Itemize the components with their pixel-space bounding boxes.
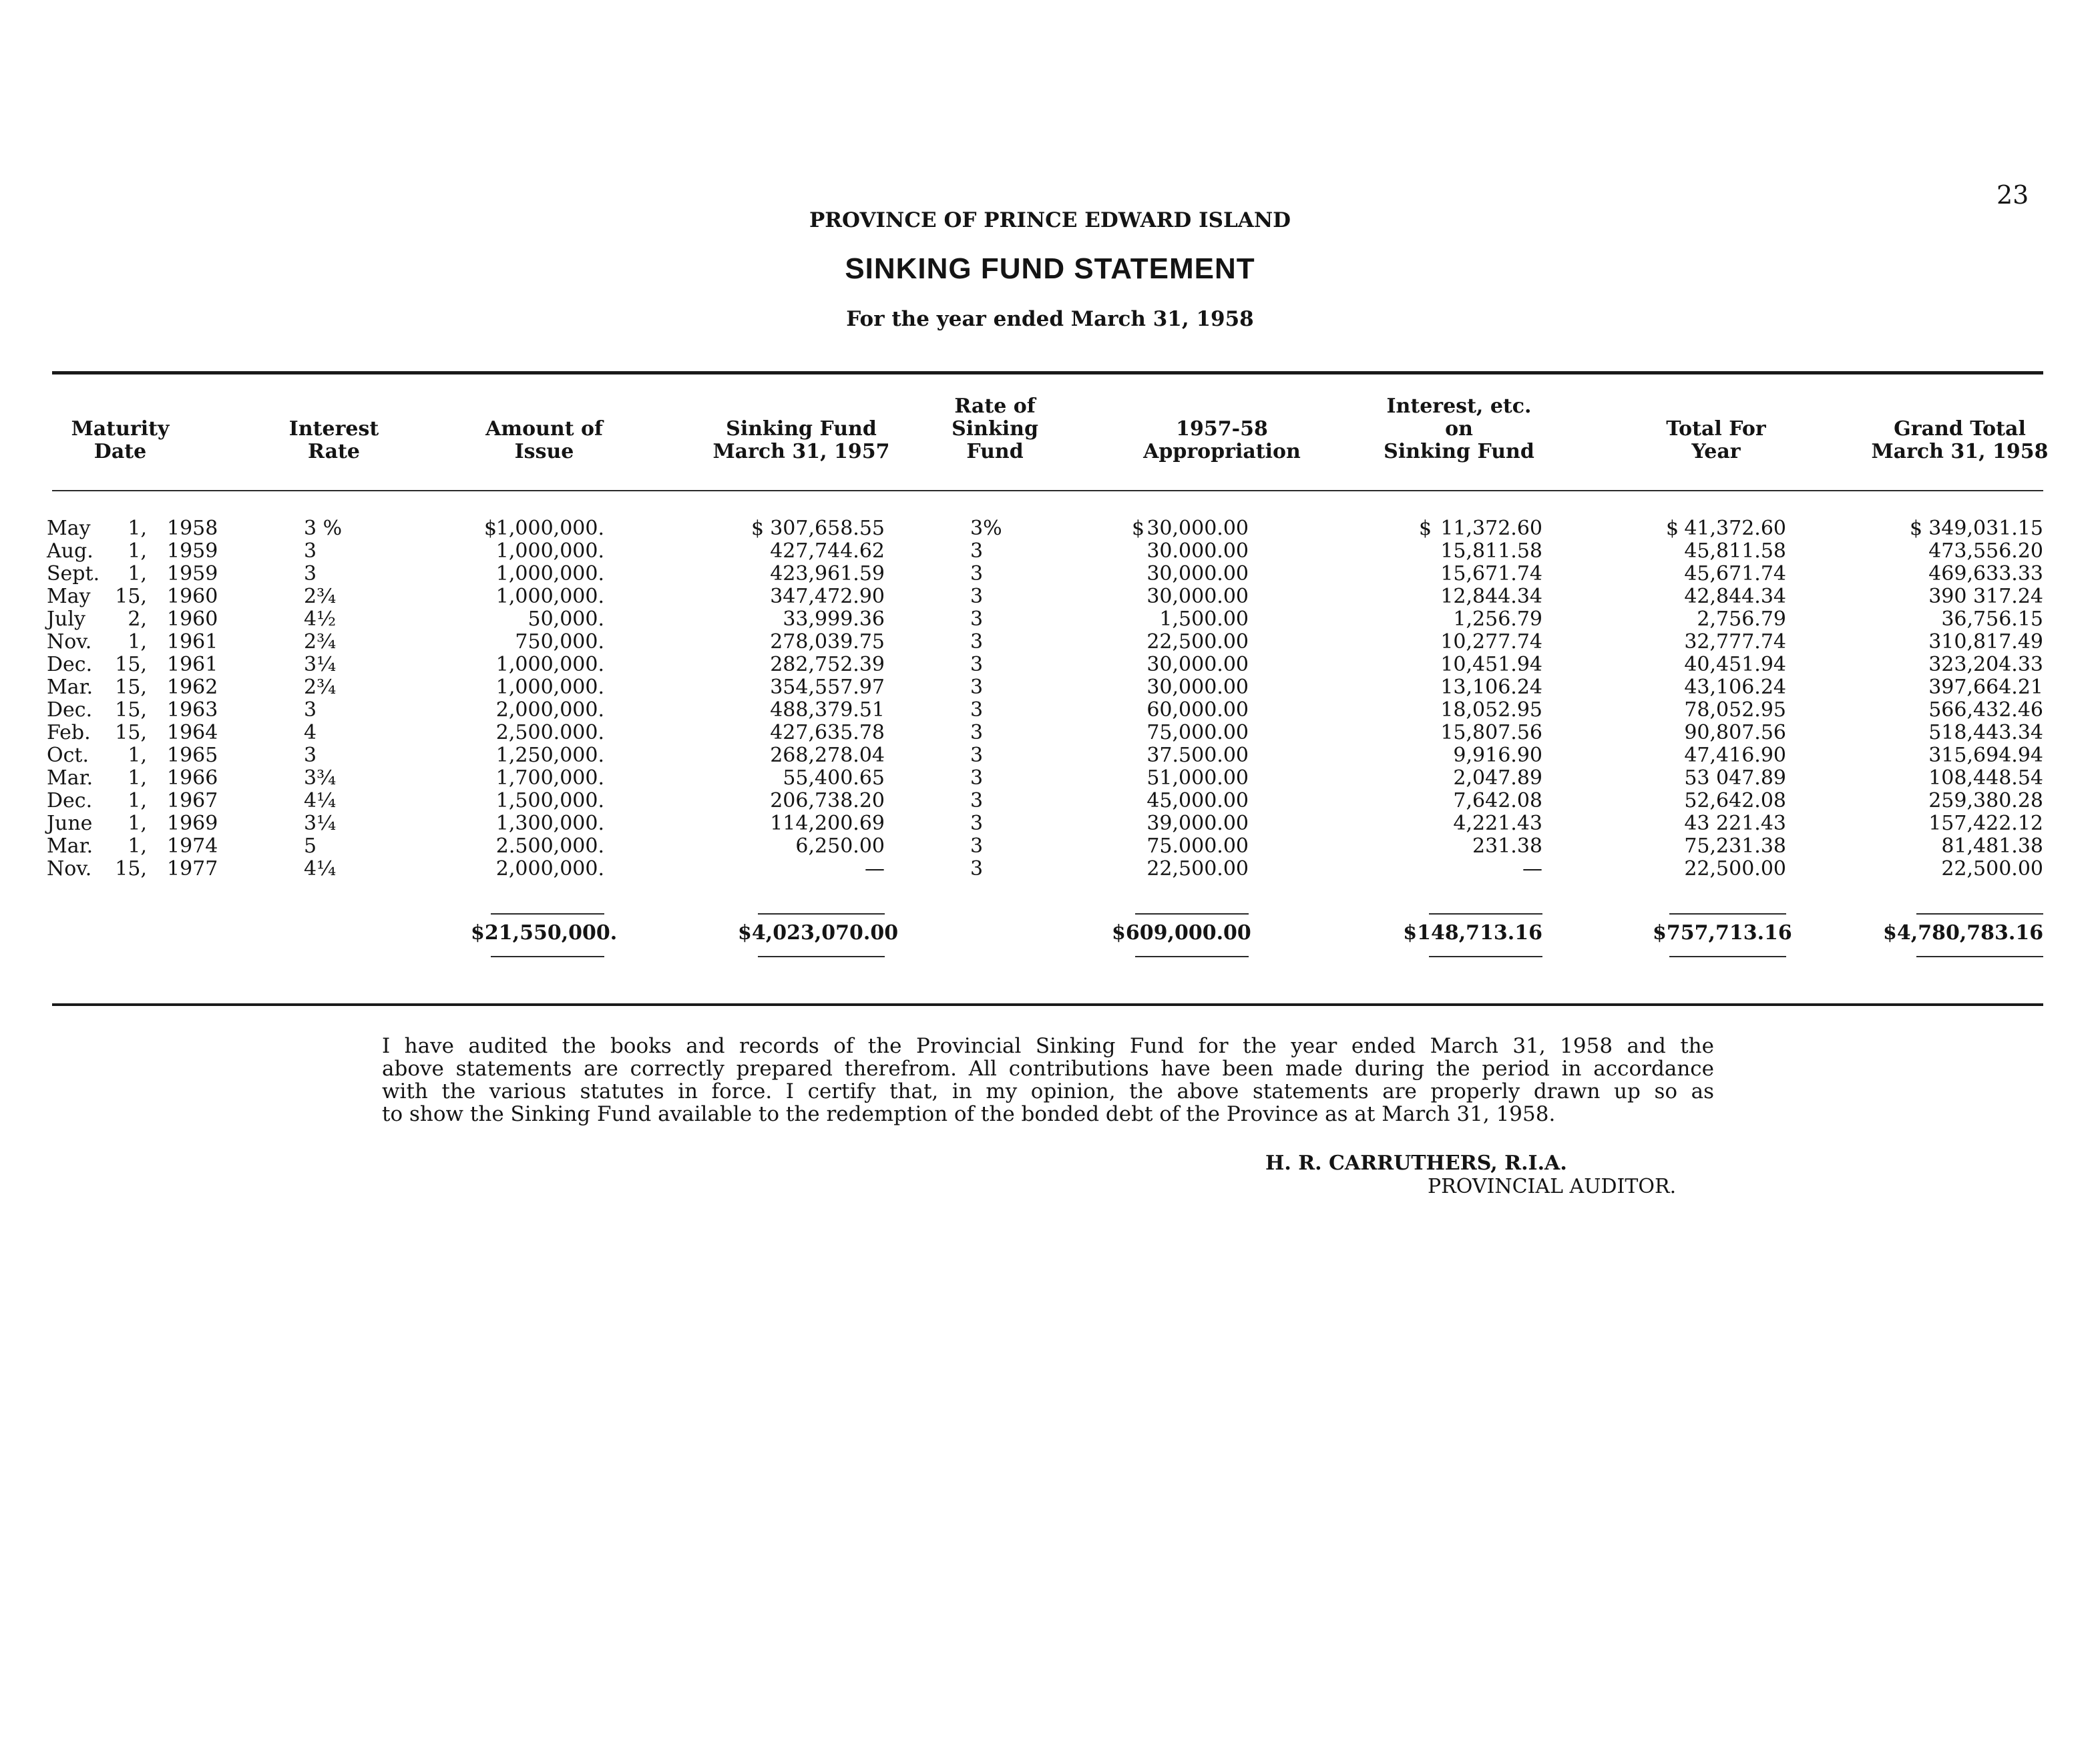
interest-rate: 3 (304, 698, 317, 722)
maturity-day: 1, (128, 834, 147, 858)
maturity-year: 1963 (167, 698, 218, 722)
total-line-tot-bottom (1669, 956, 1786, 957)
grand-total-cell: 36,756.15 (1941, 607, 2043, 631)
header-appropriation: 1957-58 Appropriation (1143, 417, 1301, 463)
grand-total-cell: 473,556.20 (1928, 539, 2043, 563)
maturity-month: Mar. (47, 834, 93, 858)
table-row (0, 540, 2100, 563)
interest-rate: 3 % (304, 517, 343, 540)
table-row (0, 699, 2100, 722)
province-heading: PROVINCE OF PRINCE EDWARD ISLAND (809, 208, 1291, 232)
sinking-fund-1957: 206,738.20 (770, 789, 885, 812)
amount-of-issue: 2.500,000. (495, 834, 604, 858)
table-row (0, 722, 2100, 744)
sinking-fund-1957: 307,658.55 (770, 517, 885, 540)
maturity-day: 1, (128, 630, 147, 654)
total-for-year: 90,807.56 (1684, 721, 1786, 744)
auditor-title: PROVINCIAL AUDITOR. (1428, 1175, 1677, 1198)
interest-on-sinking-fund: — (1522, 857, 1542, 880)
total-for-year: 45,811.58 (1684, 539, 1786, 563)
maturity-month: Mar. (47, 766, 93, 790)
interest-on-sinking-fund: 10,451.94 (1440, 653, 1542, 676)
sinking-fund-1957: 55,400.65 (783, 766, 885, 790)
interest-on-sinking-fund: 2,047.89 (1453, 766, 1542, 790)
rate-of-sinking-fund: 3 (970, 766, 984, 790)
appropriation: 39,000.00 (1146, 812, 1249, 835)
grand-total-cell: 108,448.54 (1928, 766, 2043, 790)
interest-on-sinking-fund: 11,372.60 (1440, 517, 1542, 540)
sinking-fund-1957: 278,039.75 (770, 630, 885, 654)
maturity-month: Oct. (47, 744, 89, 767)
header-rule (52, 490, 2043, 491)
maturity-year: 1977 (167, 857, 218, 880)
appropriation: 22,500.00 (1146, 857, 1249, 880)
interest-on-sinking-fund: 12,844.34 (1440, 585, 1542, 608)
maturity-month: July (47, 607, 85, 631)
table-row (0, 790, 2100, 812)
dollar-sign: $ (1666, 517, 1679, 540)
maturity-month: Dec. (47, 789, 93, 812)
sinking-fund-1957: — (865, 857, 885, 880)
grand-total-cell: 259,380.28 (1928, 789, 2043, 812)
rate-of-sinking-fund: 3 (970, 585, 984, 608)
table-row (0, 608, 2100, 631)
interest-rate: 3 (304, 744, 317, 767)
interest-rate: 2¾ (304, 585, 337, 608)
appropriation: 22,500.00 (1146, 630, 1249, 654)
appropriation: 51,000.00 (1146, 766, 1249, 790)
grand-total-cell: 323,204.33 (1928, 653, 2043, 676)
maturity-year: 1959 (167, 562, 218, 585)
audit-line: with the various statutes in force. I certify that, in my opinion, the above statements are properly drawn up so as (382, 1079, 1714, 1103)
audit-statement (382, 1035, 1714, 1125)
amount-of-issue: 1,300,000. (495, 812, 604, 835)
rate-of-sinking-fund: 3 (970, 789, 984, 812)
header-total-for-year: Total For Year (1666, 417, 1766, 463)
appropriation: 30,000.00 (1146, 585, 1249, 608)
total-line-gt-bottom (1916, 956, 2043, 957)
table-row (0, 835, 2100, 858)
rate-of-sinking-fund: 3 (970, 834, 984, 858)
interest-rate: 5 (304, 834, 317, 858)
sinking-fund-table (0, 517, 2100, 880)
rate-of-sinking-fund: 3 (970, 721, 984, 744)
amount-of-issue: 1,000,000. (495, 562, 604, 585)
maturity-day: 1, (128, 789, 147, 812)
grand-total: $4,780,783.16 (1883, 921, 2044, 945)
interest-on-sinking-fund: 231.38 (1472, 834, 1542, 858)
bottom-rule (52, 1003, 2043, 1006)
interest-on-sinking-fund: 10,277.74 (1440, 630, 1542, 654)
maturity-month: Aug. (47, 539, 93, 563)
header-grand-total: Grand Total March 31, 1958 (1871, 417, 2049, 463)
interest-on-sinking-fund: 18,052.95 (1440, 698, 1542, 722)
dollar-sign: $ (1419, 517, 1432, 540)
interest-rate: 4¼ (304, 857, 337, 880)
interest-on-sinking-fund: 9,916.90 (1453, 744, 1542, 767)
maturity-month: June (47, 812, 93, 835)
total-line-sf-bottom (758, 956, 885, 957)
total-for-year: 43,106.24 (1684, 676, 1786, 699)
maturity-year: 1961 (167, 653, 218, 676)
sinking-fund-1957: 354,557.97 (770, 676, 885, 699)
interest-on-sinking-fund: 4,221.43 (1453, 812, 1542, 835)
total-line-int-top (1429, 913, 1542, 915)
total-for-year: 45,671.74 (1684, 562, 1786, 585)
maturity-day: 15, (115, 676, 147, 699)
maturity-day: 1, (128, 517, 147, 540)
total-for-year: 53 047.89 (1684, 766, 1786, 790)
table-row (0, 744, 2100, 767)
interest-rate: 4½ (304, 607, 337, 631)
rate-of-sinking-fund: 3 (970, 653, 984, 676)
amount-of-issue: 2,000,000. (495, 857, 604, 880)
interest-rate: 2¾ (304, 630, 337, 654)
amount-of-issue: 1,000,000. (495, 517, 604, 540)
total-amount-of-issue: $21,550,000. (471, 921, 618, 945)
statement-title: SINKING FUND STATEMENT (845, 252, 1255, 285)
interest-rate: 3 (304, 539, 317, 563)
auditor-name: H. R. CARRUTHERS, R.I.A. (1265, 1152, 1567, 1175)
amount-of-issue: 1,700,000. (495, 766, 604, 790)
total-sinking-fund-1957: $4,023,070.00 (738, 921, 899, 945)
maturity-year: 1960 (167, 607, 218, 631)
header-rate-of-sinking-fund: Rate of Sinking Fund (952, 395, 1038, 463)
rate-of-sinking-fund: 3 (970, 857, 984, 880)
grand-total-cell: 390 317.24 (1928, 585, 2043, 608)
amount-of-issue: 50,000. (528, 607, 604, 631)
audit-line: to show the Sinking Fund available to the redemption of the bonded debt of the Province as at March 31, 1958. (382, 1102, 1556, 1126)
interest-rate: 3¼ (304, 812, 337, 835)
total-for-year: 22,500.00 (1684, 857, 1786, 880)
rate-of-sinking-fund: 3 (970, 562, 984, 585)
appropriation: 1,500.00 (1159, 607, 1249, 631)
statement-subtitle: For the year ended March 31, 1958 (846, 307, 1254, 331)
maturity-year: 1966 (167, 766, 218, 790)
table-row (0, 517, 2100, 540)
total-for-year: 78,052.95 (1684, 698, 1786, 722)
rate-of-sinking-fund: 3 (970, 676, 984, 699)
grand-total-cell: 566,432.46 (1928, 698, 2043, 722)
maturity-year: 1961 (167, 630, 218, 654)
appropriation: 30,000.00 (1146, 676, 1249, 699)
grand-total-cell: 22,500.00 (1941, 857, 2043, 880)
appropriation: 30,000.00 (1146, 562, 1249, 585)
maturity-day: 15, (115, 698, 147, 722)
sinking-fund-1957: 427,744.62 (770, 539, 885, 563)
maturity-year: 1960 (167, 585, 218, 608)
dollar-sign: $ (751, 517, 765, 540)
dollar-sign: $ (484, 517, 497, 540)
table-row (0, 676, 2100, 699)
total-for-year: 40,451.94 (1684, 653, 1786, 676)
total-for-year: 75,231.38 (1684, 834, 1786, 858)
rate-of-sinking-fund: 3 (970, 630, 984, 654)
table-row (0, 631, 2100, 654)
page-number: 23 (1997, 180, 2029, 210)
amount-of-issue: 2,000,000. (495, 698, 604, 722)
appropriation: 75,000.00 (1146, 721, 1249, 744)
grand-total-cell: 469,633.33 (1928, 562, 2043, 585)
total-line-sf-top (758, 913, 885, 915)
total-line-app-top (1135, 913, 1249, 915)
maturity-day: 15, (115, 585, 147, 608)
maturity-month: Nov. (47, 630, 92, 654)
interest-rate: 3¾ (304, 766, 337, 790)
maturity-year: 1959 (167, 539, 218, 563)
interest-on-sinking-fund: 1,256.79 (1453, 607, 1542, 631)
sinking-fund-1957: 488,379.51 (770, 698, 885, 722)
interest-rate: 3¼ (304, 653, 337, 676)
sinking-fund-1957: 427,635.78 (770, 721, 885, 744)
audit-line: I have audited the books and records of the Provincial Sinking Fund for the year ended March 31, 1958 and the (382, 1034, 1714, 1058)
table-row (0, 858, 2100, 880)
rate-of-sinking-fund: 3 (970, 607, 984, 631)
sinking-fund-1957: 33,999.36 (783, 607, 885, 631)
header-amount-of-issue: Amount of Issue (485, 417, 603, 463)
rate-of-sinking-fund: 3% (970, 517, 1002, 540)
amount-of-issue: 1,000,000. (495, 585, 604, 608)
interest-rate: 4 (304, 721, 317, 744)
dollar-sign: $ (1910, 517, 1923, 540)
total-line-int-bottom (1429, 956, 1542, 957)
sinking-fund-1957: 282,752.39 (770, 653, 885, 676)
total-for-year: 41,372.60 (1684, 517, 1786, 540)
interest-rate: 3 (304, 562, 317, 585)
grand-total-cell: 349,031.15 (1928, 517, 2043, 540)
total-for-year: 2,756.79 (1697, 607, 1786, 631)
maturity-day: 1, (128, 766, 147, 790)
grand-total-cell: 310,817.49 (1928, 630, 2043, 654)
table-row (0, 767, 2100, 790)
interest-rate: 2¾ (304, 676, 337, 699)
amount-of-issue: 1,000,000. (495, 653, 604, 676)
maturity-month: May (47, 585, 91, 608)
sinking-fund-1957: 268,278.04 (770, 744, 885, 767)
total-appropriation: $609,000.00 (1112, 921, 1251, 945)
maturity-year: 1958 (167, 517, 218, 540)
sinking-fund-1957: 347,472.90 (770, 585, 885, 608)
maturity-month: Dec. (47, 698, 93, 722)
maturity-day: 1, (128, 744, 147, 767)
total-line-gt-top (1916, 913, 2043, 915)
maturity-day: 1, (128, 812, 147, 835)
maturity-day: 15, (115, 857, 147, 880)
interest-on-sinking-fund: 15,671.74 (1440, 562, 1542, 585)
total-for-year: 47,416.90 (1684, 744, 1786, 767)
sinking-fund-1957: 114,200.69 (770, 812, 885, 835)
grand-total-cell: 81,481.38 (1941, 834, 2043, 858)
rate-of-sinking-fund: 3 (970, 812, 984, 835)
grand-total-cell: 518,443.34 (1928, 721, 2043, 744)
table-row (0, 812, 2100, 835)
total-for-year: 43 221.43 (1684, 812, 1786, 835)
interest-on-sinking-fund: 15,807.56 (1440, 721, 1542, 744)
total-line-app-bottom (1135, 956, 1249, 957)
totals-row (0, 921, 2100, 945)
grand-total-cell: 315,694.94 (1928, 744, 2043, 767)
maturity-month: Feb. (47, 721, 91, 744)
sinking-fund-1957: 6,250.00 (795, 834, 885, 858)
maturity-day: 15, (115, 653, 147, 676)
interest-on-sinking-fund: 7,642.08 (1453, 789, 1542, 812)
amount-of-issue: 1,250,000. (495, 744, 604, 767)
total-for-year: 42,844.34 (1684, 585, 1786, 608)
maturity-day: 1, (128, 562, 147, 585)
grand-total-cell: 157,422.12 (1928, 812, 2043, 835)
sinking-fund-1957: 423,961.59 (770, 562, 885, 585)
maturity-month: May (47, 517, 91, 540)
total-for-year: 52,642.08 (1684, 789, 1786, 812)
header-maturity-date: Maturity Date (71, 417, 170, 463)
rate-of-sinking-fund: 3 (970, 744, 984, 767)
dollar-sign: $ (1132, 517, 1145, 540)
total-line-amount-top (491, 913, 604, 915)
table-row (0, 563, 2100, 585)
rate-of-sinking-fund: 3 (970, 539, 984, 563)
appropriation: 45,000.00 (1146, 789, 1249, 812)
amount-of-issue: 1,000,000. (495, 676, 604, 699)
appropriation: 30,000.00 (1146, 653, 1249, 676)
total-interest-on-sinking-fund: $148,713.16 (1403, 921, 1542, 945)
interest-on-sinking-fund: 13,106.24 (1440, 676, 1542, 699)
maturity-year: 1962 (167, 676, 218, 699)
amount-of-issue: 1,000,000. (495, 539, 604, 563)
maturity-month: Dec. (47, 653, 93, 676)
maturity-year: 1974 (167, 834, 218, 858)
amount-of-issue: 1,500,000. (495, 789, 604, 812)
maturity-year: 1964 (167, 721, 218, 744)
maturity-year: 1967 (167, 789, 218, 812)
table-row (0, 585, 2100, 608)
total-line-tot-top (1669, 913, 1786, 915)
maturity-month: Sept. (47, 562, 100, 585)
interest-on-sinking-fund: 15,811.58 (1440, 539, 1542, 563)
total-for-year: $757,713.16 (1653, 921, 1792, 945)
maturity-day: 15, (115, 721, 147, 744)
appropriation: 30.000.00 (1146, 539, 1249, 563)
header-sinking-fund-1957: Sinking Fund March 31, 1957 (712, 417, 890, 463)
maturity-month: Mar. (47, 676, 93, 699)
appropriation: 37.500.00 (1146, 744, 1249, 767)
maturity-day: 2, (128, 607, 147, 631)
total-for-year: 32,777.74 (1684, 630, 1786, 654)
rate-of-sinking-fund: 3 (970, 698, 984, 722)
maturity-year: 1969 (167, 812, 218, 835)
grand-total-cell: 397,664.21 (1928, 676, 2043, 699)
amount-of-issue: 750,000. (515, 630, 604, 654)
header-interest-on-sinking-fund: Interest, etc. on Sinking Fund (1384, 395, 1534, 463)
top-rule (52, 371, 2043, 374)
interest-rate: 4¼ (304, 789, 337, 812)
maturity-month: Nov. (47, 857, 92, 880)
table-row (0, 654, 2100, 676)
total-line-amount-bottom (491, 956, 604, 957)
audit-line: above statements are correctly prepared therefrom. All contributions have been made during the period in accordance (382, 1057, 1714, 1081)
appropriation: 30,000.00 (1146, 517, 1249, 540)
appropriation: 60,000.00 (1146, 698, 1249, 722)
maturity-year: 1965 (167, 744, 218, 767)
maturity-day: 1, (128, 539, 147, 563)
amount-of-issue: 2,500.000. (495, 721, 604, 744)
appropriation: 75.000.00 (1146, 834, 1249, 858)
header-interest-rate: Interest Rate (288, 417, 379, 463)
